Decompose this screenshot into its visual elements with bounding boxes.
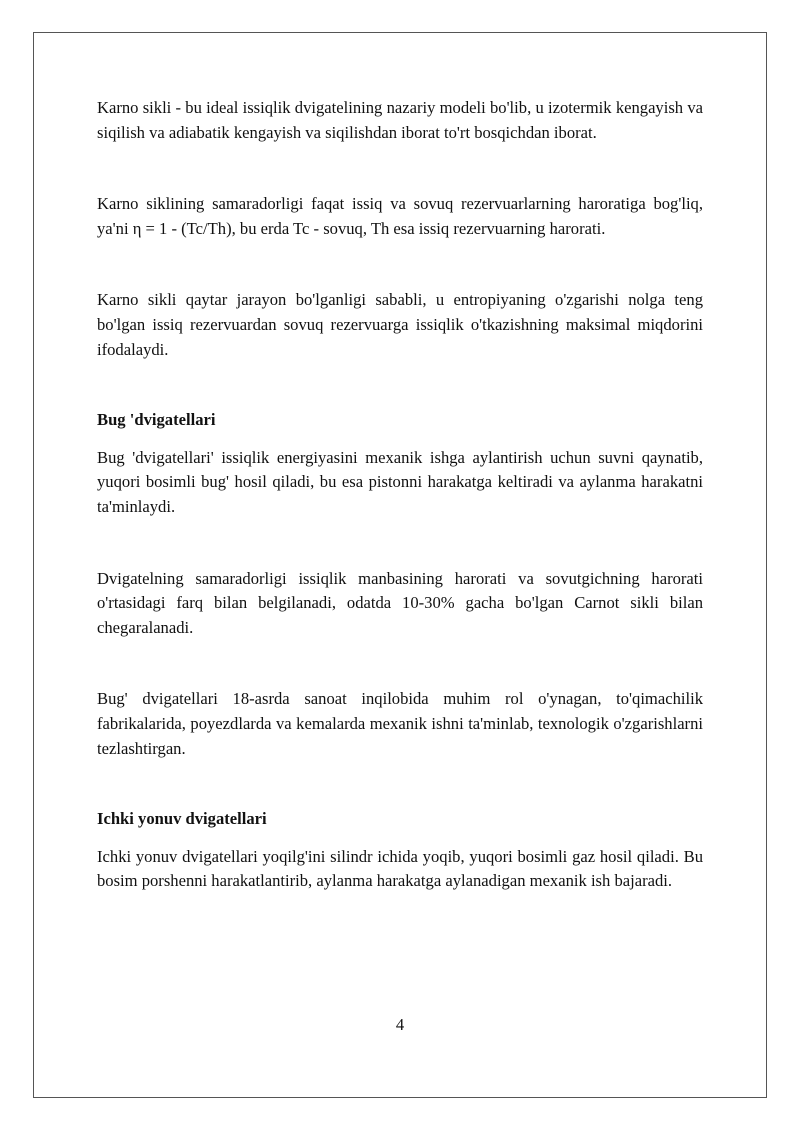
page-number: 4	[395, 1015, 405, 1034]
paragraph-carnot-reversible: Karno sikli qaytar jarayon bo'lganligi sababli, u entropiyaning o'zgarishi nolga teng bo'lgan issiq rezervuardan sovuq rezervuarga issiqlik o'tkazishning maksimal miqdorini ifodalaydi.	[97, 290, 703, 359]
paragraph-steam-2: Dvigatelning samaradorligi issiqlik manbasining harorati va sovutgichning harorati o'rtasidagi farq bilan belgilanadi, odatda 10-30% gacha bo'lgan Carnot sikli bilan chegaralanadi.	[97, 568, 703, 637]
paragraph-steam-3: Bug' dvigatellari 18-asrda sanoat inqilobida muhim rol o'ynagan, to'qimachilik fabrikalarida, poyezdlarda va kemalarda mexanik ishni ta'minlab, texnologik o'zgarishlarni tezlashtirgan.	[97, 689, 703, 758]
paragraph-carnot-definition: Karno sikli - bu ideal issiqlik dvigatelining nazariy modeli bo'lib, u izotermik kengayish va siqilish va adiabatik kengayish va siqilishdan iborat to'rt bosqichdan iborat.	[97, 98, 703, 142]
heading-internal-combustion: Ichki yonuv dvigatellari	[97, 809, 267, 829]
heading-steam-engines: Bug 'dvigatellari	[97, 410, 216, 430]
paragraph-steam-1: Bug 'dvigatellari' issiqlik energiyasini mexanik ishga aylantirish uchun suvni qaynatib, yuqori bosimli bug' hosil qiladi, bu esa pistonni harakatga keltiradi va aylanma harakatni ta'minlaydi.	[97, 447, 703, 516]
page-content	[97, 96, 703, 894]
paragraph-ice-1: Ichki yonuv dvigatellari yoqilg'ini silindr ichida yoqib, yuqori bosimli gaz hosil qiladi. Bu bosim porshenni harakatlantirib, aylanma harakatga aylanadigan mexanik ish bajaradi.	[97, 846, 703, 891]
paragraph-carnot-efficiency: Karno siklining samaradorligi faqat issiq va sovuq rezervuarlarning haroratiga bog'liq, ya'ni η = 1 - (Tc/Th), bu erda Tc - sovuq, Th esa issiq rezervuarning harorati.	[97, 194, 703, 238]
